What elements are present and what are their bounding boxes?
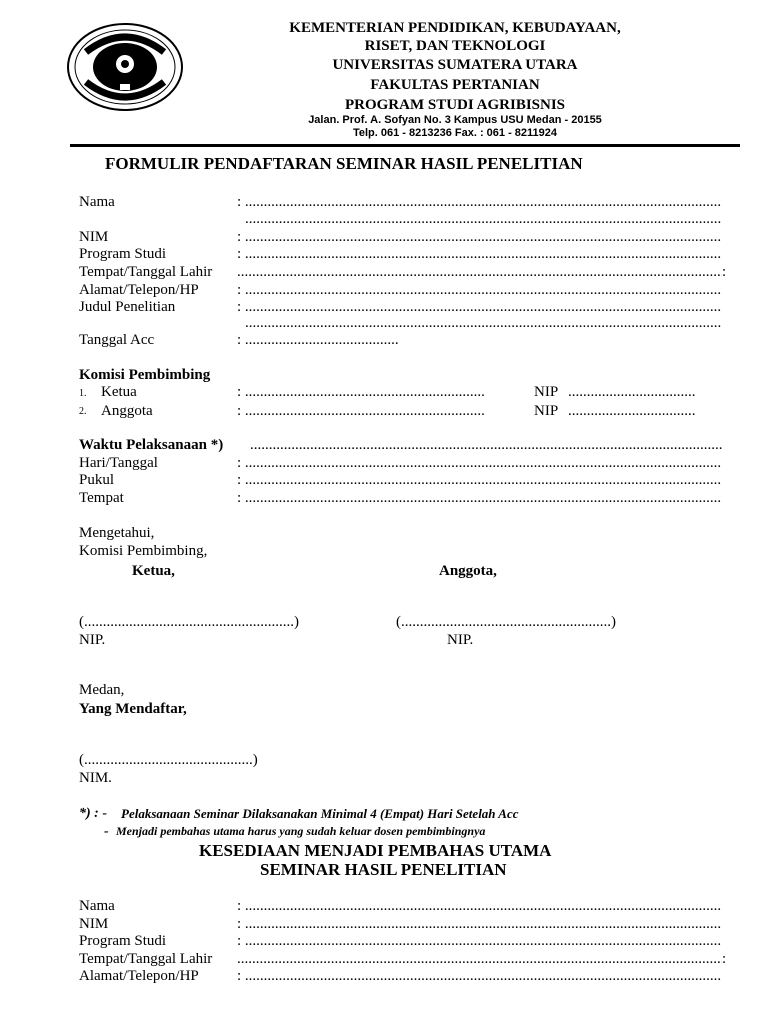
label-tanggal-acc: Tanggal Acc bbox=[79, 332, 155, 348]
header-line-3: UNIVERSITAS SUMATERA UTARA bbox=[332, 57, 578, 73]
label-program-studi: Program Studi bbox=[79, 246, 167, 262]
header-line-2: RISET, DAN TEKNOLOGI bbox=[364, 38, 546, 54]
label-judul: Judul Penelitian bbox=[79, 299, 176, 315]
label-nama: Nama bbox=[79, 194, 115, 210]
pendaftar-nim-label: NIM. bbox=[79, 770, 112, 786]
form2-field-nama[interactable]: : ..... bbox=[237, 898, 722, 915]
form2-label-nim: NIM bbox=[79, 916, 109, 932]
field-hari[interactable]: : ..... bbox=[237, 455, 722, 472]
komisi-pembimbing-label: Komisi Pembimbing, bbox=[79, 543, 208, 559]
note-marker-2: - bbox=[104, 824, 109, 839]
label-alamat: Alamat/Telepon/HP bbox=[79, 282, 199, 298]
field-pukul[interactable]: : ..... bbox=[237, 472, 722, 489]
field-program-studi[interactable]: : ..... bbox=[237, 246, 722, 263]
field-nip-ketua[interactable]: .................................. bbox=[568, 384, 696, 400]
field-alamat[interactable]: : ..... bbox=[237, 282, 722, 299]
label-hari: Hari/Tanggal bbox=[79, 455, 158, 471]
header-line-1: KEMENTERIAN PENDIDIKAN, KEBUDAYAAN, bbox=[289, 20, 621, 36]
anggota-signature-line[interactable]: (........................................................) bbox=[396, 614, 616, 630]
field-ketua[interactable]: : ................................................................ bbox=[237, 384, 485, 400]
form2-title-2: SEMINAR HASIL PENELITIAN bbox=[260, 860, 507, 879]
komisi-heading: Komisi Pembimbing bbox=[79, 367, 211, 383]
header-phone: Telp. 061 - 8213236 Fax. : 061 - 8211924 bbox=[352, 127, 558, 139]
header-line-5: PROGRAM STUDI AGRIBISNIS bbox=[344, 97, 566, 113]
pendaftar-label: Yang Mendaftar, bbox=[79, 701, 187, 717]
field-tanggal-acc[interactable]: : ......................................... bbox=[237, 332, 399, 348]
form2-title-1: KESEDIAAN MENJADI PEMBAHAS UTAMA bbox=[199, 841, 552, 860]
note-marker: *) : - bbox=[79, 806, 107, 821]
ketua-nip-label: NIP. bbox=[79, 632, 106, 648]
field-ttl[interactable] bbox=[237, 264, 722, 281]
label-anggota: Anggota bbox=[101, 403, 153, 419]
header-address: Jalan. Prof. A. Sofyan No. 3 Kampus USU Medan - 20155 bbox=[308, 114, 602, 126]
mengetahui-label: Mengetahui, bbox=[79, 525, 155, 541]
form1-title: FORMULIR PENDAFTARAN SEMINAR HASIL PENELITIAN bbox=[105, 154, 583, 173]
ketua-signature-line[interactable]: (........................................................) bbox=[79, 614, 299, 630]
field-nim[interactable]: : ..... bbox=[237, 229, 722, 246]
komisi-num-1: 1. bbox=[79, 388, 87, 399]
field-judul[interactable]: : ..... bbox=[237, 299, 722, 316]
label-ttl: Tempat/Tanggal Lahir bbox=[79, 264, 213, 280]
field-nip-anggota[interactable]: .................................. bbox=[568, 403, 696, 419]
header-divider bbox=[70, 144, 740, 147]
note-2: Menjadi pembahas utama harus yang sudah keluar dosen pembimbingnya bbox=[116, 824, 486, 838]
ketua-signature-label: Ketua, bbox=[132, 563, 175, 579]
label-nim: NIM bbox=[79, 229, 109, 245]
label-nip-anggota: NIP bbox=[534, 403, 559, 419]
label-pukul: Pukul bbox=[79, 472, 115, 488]
university-logo bbox=[66, 22, 184, 112]
form2-label-nama: Nama bbox=[79, 898, 115, 914]
label-nip-ketua: NIP bbox=[534, 384, 559, 400]
note-1: Pelaksanaan Seminar Dilaksanakan Minimal 4 (Empat) Hari Setelah Acc bbox=[121, 806, 519, 821]
field-judul-line2[interactable] bbox=[245, 315, 722, 332]
label-tempat: Tempat bbox=[79, 490, 124, 506]
form2-field-ttl[interactable] bbox=[237, 951, 722, 968]
field-tempat[interactable]: : ..... bbox=[237, 490, 722, 507]
field-nama[interactable]: : ..... bbox=[237, 194, 722, 211]
header-line-4: FAKULTAS PERTANIAN bbox=[370, 77, 540, 93]
form2-label-program-studi: Program Studi bbox=[79, 933, 167, 949]
pendaftar-signature-line[interactable]: (.............................................) bbox=[79, 752, 258, 768]
field-anggota[interactable]: : ................................................................ bbox=[237, 403, 485, 419]
form2-field-nim[interactable]: : ..... bbox=[237, 916, 722, 933]
anggota-nip-label: NIP. bbox=[447, 632, 474, 648]
form2-field-alamat[interactable]: : ..... bbox=[237, 968, 722, 985]
medan-label: Medan, bbox=[79, 682, 125, 698]
form2-field-program-studi[interactable]: : ..... bbox=[237, 933, 722, 950]
komisi-num-2: 2. bbox=[79, 406, 87, 417]
anggota-signature-label: Anggota, bbox=[439, 563, 497, 579]
label-ketua: Ketua bbox=[101, 384, 137, 400]
form2-label-ttl: Tempat/Tanggal Lahir bbox=[79, 951, 213, 967]
form2-label-alamat: Alamat/Telepon/HP bbox=[79, 968, 199, 984]
university-seal-icon bbox=[66, 22, 184, 112]
waktu-heading: Waktu Pelaksanaan *) bbox=[79, 437, 224, 453]
field-nama-line2[interactable] bbox=[245, 211, 722, 228]
field-waktu[interactable] bbox=[250, 437, 722, 454]
